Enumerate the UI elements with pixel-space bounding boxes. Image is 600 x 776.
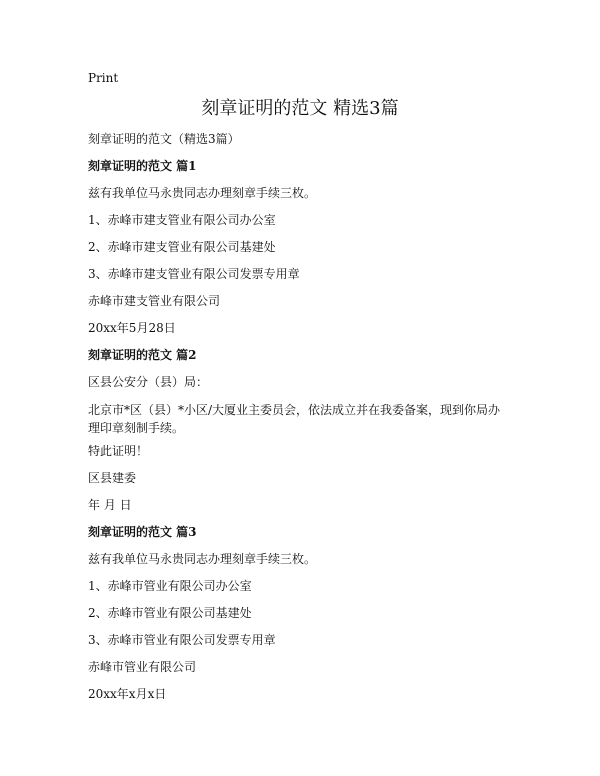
- section-1-date: 20xx年5月28日: [88, 321, 176, 335]
- section-3-heading: 刻章证明的范文 篇3: [88, 525, 197, 539]
- section-1-paragraph: 兹有我单位马永贵同志办理刻章手续三枚。: [88, 186, 317, 200]
- section-3-paragraph: 赤峰市管业有限公司: [88, 660, 197, 674]
- section-1-paragraph: 2、赤峰市建支管业有限公司基建处: [88, 240, 276, 254]
- section-3-paragraph: 2、赤峰市管业有限公司基建处: [88, 606, 252, 620]
- section-1-heading: 刻章证明的范文 篇1: [88, 159, 197, 173]
- section-1-paragraph: 1、赤峰市建支管业有限公司办公室: [88, 213, 276, 227]
- section-3-paragraph: 1、赤峰市管业有限公司办公室: [88, 579, 252, 593]
- section-2-paragraph: 区县建委: [88, 471, 137, 485]
- section-2-paragraph: 北京市*区（县）*小区/大厦业主委员会，依法成立并在我委备案，现到你局办理印章刻制手续。: [88, 403, 501, 435]
- section-2-heading: 刻章证明的范文 篇2: [88, 348, 197, 362]
- section-1-paragraph: 赤峰市建支管业有限公司: [88, 294, 221, 308]
- print-label: Print: [88, 71, 119, 85]
- document-subtitle: 刻章证明的范文（精选3篇）: [88, 132, 240, 146]
- section-2-paragraph: 特此证明！: [88, 444, 149, 458]
- section-3-paragraph: 3、赤峰市管业有限公司发票专用章: [88, 633, 276, 647]
- section-2-date: 年 月 日: [88, 498, 132, 512]
- section-3-date: 20xx年x月x日: [88, 687, 167, 701]
- section-2-paragraph: 区县公安分（县）局：: [88, 375, 209, 389]
- section-1-paragraph: 3、赤峰市建支管业有限公司发票专用章: [88, 267, 300, 281]
- section-3-paragraph: 兹有我单位马永贵同志办理刻章手续三枚。: [88, 552, 317, 566]
- page-title: 刻章证明的范文 精选3篇: [201, 98, 399, 119]
